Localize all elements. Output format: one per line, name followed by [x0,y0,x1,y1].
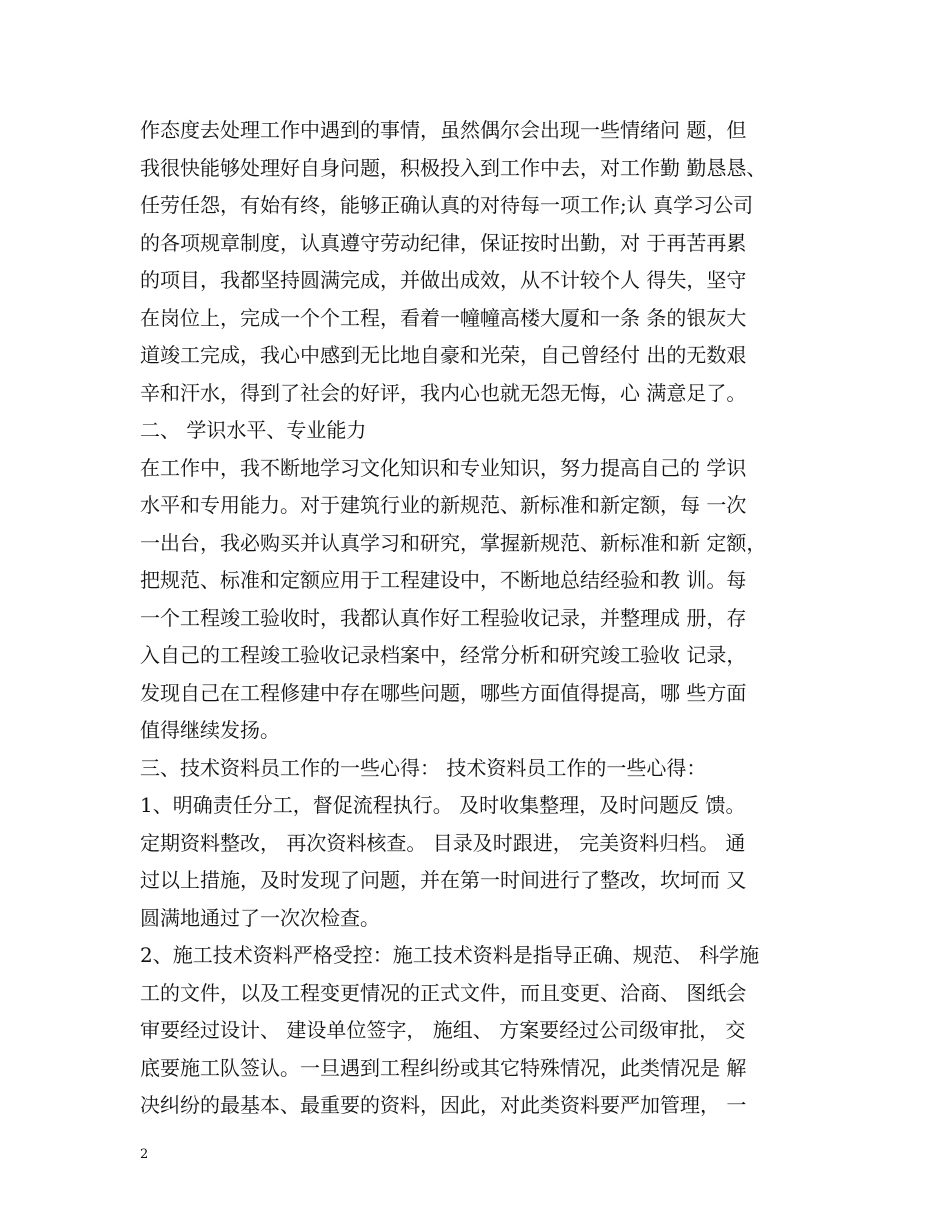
page-number: 2 [140,1147,149,1162]
text-line: 把规范、标准和定额应用于工程建设中，不断地总结经验和教 训。每 [140,568,747,592]
text-line: 的项目，我都坚持圆满完成，并做出成效，从不计较个人 得失，坚守 [140,268,747,292]
text-line: 过以上措施，及时发现了问题，并在第一时间进行了整改，坎坷而 又 [140,868,747,892]
text-line: 道竣工完成，我心中感到无比地自豪和光荣，自己曾经付 出的无数艰 [140,343,747,367]
text-line: 决纠纷的最基本、最重要的资料，因此，对此类资料要严加管理， 一 [140,1093,747,1117]
text-line: 水平和专用能力。对于建筑行业的新规范、新标准和新定额，每 一次 [140,493,747,517]
text-line: 工的文件，以及工程变更情况的正式文件，而且变更、洽商、 图纸会 [140,980,747,1005]
section-heading: 二、 学识水平、专业能力 [140,418,367,442]
text-line: 在岗位上，完成一个个工程，看着一幢幢高楼大厦和一条 条的银灰大 [140,305,747,330]
text-line: 任劳任怨，有始有终，能够正确认真的对待每一项工作;认 真学习公司 [140,193,754,217]
text-line: 的各项规章制度，认真遵守劳动纪律，保证按时出勤，对 于再苦再累 [140,230,747,255]
section-heading: 三、技术资料员工作的一些心得： 技术资料员工作的一些心得： [140,755,707,780]
body-text [140,112,820,1125]
text-line: 值得继续发扬。 [140,718,280,742]
text-line: 1、明确责任分工，督促流程执行。 及时收集整理，及时问题反 馈。 [140,793,746,817]
text-line: 审要经过设计、 建设单位签字， 施组、 方案要经过公司级审批， 交 [140,1018,746,1042]
text-line: 入自己的工程竣工验收记录档案中，经常分析和研究竣工验收 记录， [140,643,747,667]
text-line: 一出台，我必购买并认真学习和研究，掌握新规范、新标准和新 定额， [140,530,767,555]
text-line: 作态度去处理工作中遇到的事情，虽然偶尔会出现一些情绪问 题，但 [140,118,747,142]
text-line: 圆满地通过了一次次检查。 [140,905,380,930]
text-line: 我很快能够处理好自身问题，积极投入到工作中去，对工作勤 勤恳恳、 [140,155,767,180]
text-line: 一个工程竣工验收时，我都认真作好工程验收记录，并整理成 册，存 [140,605,747,630]
text-line: 辛和汗水，得到了社会的好评，我内心也就无怨无悔，心 满意足了。 [140,380,747,405]
text-line: 在工作中，我不断地学习文化知识和专业知识，努力提高自己的 学识 [140,455,747,480]
text-line: 定期资料整改， 再次资料核查。 目录及时跟进， 完美资料归档。 通 [140,830,746,855]
text-line: 发现自己在工程修建中存在哪些问题，哪些方面值得提高，哪 些方面 [140,680,747,705]
text-line: 底要施工队签认。一旦遇到工程纠纷或其它特殊情况，此类情况是 解 [140,1055,747,1080]
text-line: 2、施工技术资料严格受控：施工技术资料是指导正确、规范、 科学施 [140,943,760,967]
